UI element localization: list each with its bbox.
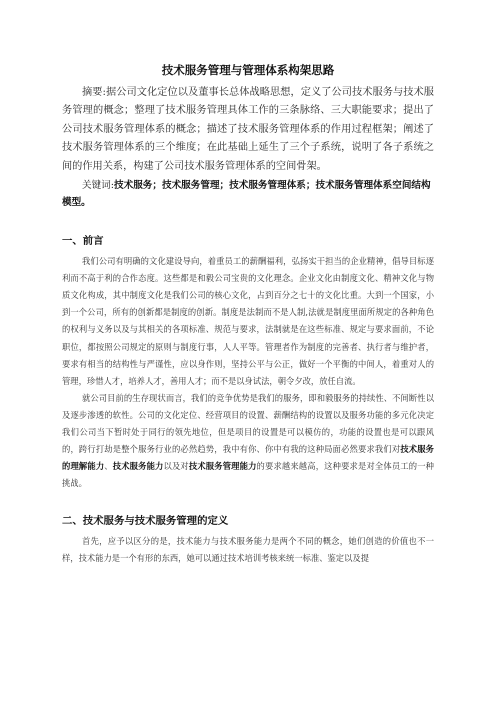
keywords-line [62, 177, 434, 211]
definition-paragraph-1: 首先，应予以区分的是，技术能力与技术服务能力是两个不同的概念，她们创造的价值也不一样，技术能力是一个有形的东西，她可以通过技术培训考核来统一标准、鉴定以及提 [62, 536, 434, 564]
intro-p2-text-e: 的要求越来越高，这种要求是对全体员工的一种挑战。 [62, 461, 434, 489]
section-heading-intro: 一、前言 [62, 235, 104, 248]
intro-p2-bold-3: 技术服务管理能力 [188, 461, 257, 472]
intro-p2-text-a: 就公司目前的生存现状而言，我们的竞争优势是我们的服务，即和毅服务的持续性、不间断性以及逐步渗透的软性。公司的文化定位、经营项目的设置、薪酬结构的设置以及服务功能的多元化决定我们公司当下暂时处于同行的领先地位，但是项目的设置是可以模仿的，功能的设置也是可以跟风的，跨行打劫是整个服务行业的必然趋势，我中有你、你中有我的这种局面必然要求我们对 [62, 392, 434, 455]
document-title: 技术服务管理与管理体系构架思路 [161, 63, 335, 77]
intro-p2-text-d: 以及对 [163, 461, 189, 472]
keywords-label: 关键词: [82, 180, 115, 192]
abstract-paragraph: 摘要:据公司文化定位以及董事长总体战略思想，定义了公司技术服务与技术服务管理的概念；整理了技术服务管理具体工作的三条脉络、三大职能要求；提出了公司技术服务管理体系的概念；描述了技术服务管理体系的作用过程框架；阐述了技术服务管理体系的三个维度；在此基础上延生了三个子系统，说明了各子系统之间的作用关系，构建了公司技术服务管理体系的空间骨架。 [62, 87, 434, 172]
intro-paragraph-2 [62, 390, 434, 493]
section-heading-definition: 二、技术服务与技术服务管理的定义 [62, 515, 229, 528]
intro-paragraph-1: 我们公司有明确的文化建设导向，着重员工的薪酬福利，弘扬实干担当的企业精神，倡导目标逐利而不高于利的合作态度。这些都是和毅公司宝贵的文化理念。企业文化由制度文化、精神文化与物质文化构成，其中制度文化是我们公司的核心文化，占到百分之七十的文化比重。大到一个国家，小到一个公司，所有的创新都是制度的创新。制度是法制而不是人制,法就是制度里面所规定的各种角色的权利与义务以及与其相关的各项标准、规范与要求，法制就是在这些标准、规定与要求面前，不论职位，都按照公司规定的原则与制度行事，人人平等。管理者作为制度的完善者、执行者与维护者，要求有相当的结构性与严谨性，应以身作则，坚持公平与公正，做好一个平衡的中间人，着重对人的管理，珍惜人才，培养人才，善用人才；而不是以身试法，朝令夕改，放任自流。 [62, 256, 434, 386]
intro-p2-bold-1: 技术服务的理解能力 [62, 444, 434, 472]
intro-p2-sep: 、 [104, 461, 113, 472]
intro-p2-bold-2: 技术服务能力 [112, 461, 164, 472]
keywords-text: 技术服务；技术服务管理；技术服务管理体系；技术服务管理体系空间结构模型。 [62, 180, 431, 209]
